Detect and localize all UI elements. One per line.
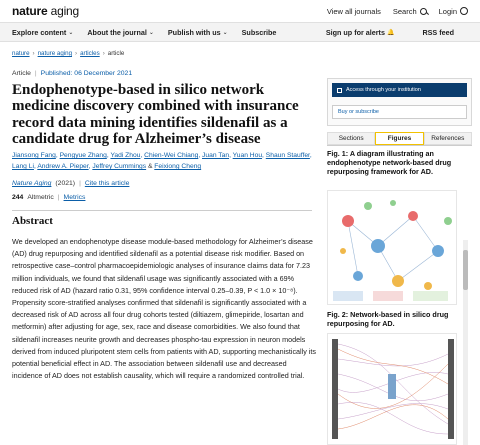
- author-link[interactable]: Pengyue Zhang: [59, 152, 107, 159]
- citation-line: Nature Aging (2021) | Cite this article: [12, 180, 130, 187]
- view-all-journals-link[interactable]: View all journals: [326, 6, 381, 16]
- chevron-down-icon: ⌄: [68, 29, 74, 36]
- altmetric-score: 244: [12, 194, 24, 201]
- search-button[interactable]: Search: [393, 7, 427, 16]
- access-box: [327, 78, 472, 126]
- sidebar-scroll-thumb[interactable]: [463, 250, 468, 290]
- author-link[interactable]: Chien-Wei Chiang: [144, 152, 199, 159]
- abstract-heading: Abstract: [12, 215, 53, 227]
- rss-feed-link[interactable]: RSS feed: [422, 27, 454, 37]
- tab-figures[interactable]: Figures: [375, 132, 423, 145]
- lock-icon: [337, 88, 342, 93]
- cite-article-link[interactable]: Cite this article: [84, 180, 130, 187]
- author-link[interactable]: Feixiong Cheng: [154, 163, 202, 170]
- figure-2-caption[interactable]: Fig. 2: Network-based in silico drug repurposing for AD.: [327, 310, 449, 328]
- metrics-line: 244 Altmetric | Metrics: [12, 194, 86, 201]
- buy-subscribe-button[interactable]: Buy or subscribe: [332, 105, 467, 119]
- chevron-down-icon: ⌄: [222, 29, 228, 36]
- search-icon: [420, 8, 427, 15]
- author-link[interactable]: Jeffrey Cummings: [92, 163, 147, 170]
- nav-about-journal[interactable]: About the journal ⌄: [87, 27, 154, 37]
- author-link[interactable]: Yuan Hou: [232, 152, 263, 159]
- author-link[interactable]: Yadi Zhou: [110, 152, 141, 159]
- publication-year: (2021): [55, 180, 76, 187]
- figure-1-caption[interactable]: Fig. 1: A diagram illustrating an endophenotype network-based drug repurposing framework for AD.: [327, 149, 452, 176]
- metrics-link[interactable]: Metrics: [63, 194, 86, 201]
- author-link[interactable]: Shaun Stauffer: [265, 152, 310, 159]
- author-link[interactable]: Lang Li: [12, 163, 34, 170]
- chevron-down-icon: ⌄: [148, 29, 154, 36]
- abstract-text: We developed an endophenotype disease module-based methodology for Alzheimer’s disease (AD) drug repurposing and identified sildenafil as a potential disease risk modifier. Based on retrospective case–control pharmacoepidemiologic analyses of insurance claims data for 7.23 million individuals, we found that sildenafil usage was significantly associated with a 69% reduced risk of AD (hazard ratio 0.31, 95% confidence interval 0.25–0.39, P < 1.0 × 10⁻⁸). Propensity score-stratified analyses confirmed that sildenafil is significantly associated with a decreased risk of AD across all four drug cohorts tested (diltiazem, glimepiride, losartan and metformin) after adjusting for age, sex, race and disease comorbidities. We also found that sildenafil increases neurite growth and decreases phospho-tau expression in neuron models derived from induced pluripotent stem cells from patients with AD, supporting mechanistically its potential beneficial effect in AD. The association between sildenafil use and decreased incidence of AD does not establish causality, which will require a randomized controlled trial.: [12, 237, 317, 381]
- article-type: Article: [12, 70, 31, 77]
- site-header: [0, 0, 480, 22]
- tab-sections[interactable]: Sections: [327, 132, 375, 145]
- breadcrumb-nature[interactable]: nature: [12, 50, 30, 57]
- author-link[interactable]: Jiansong Fang: [12, 152, 56, 159]
- breadcrumb-articles[interactable]: articles: [80, 50, 100, 57]
- published-date: Published: 06 December 2021: [40, 70, 133, 77]
- tab-references[interactable]: References: [424, 132, 472, 145]
- article-title: Endophenotype-based in silico network medicine discovery combined with insurance record data mining identifies sildenafil as a candidate drug for Alzheimer’s disease: [12, 82, 299, 147]
- journal-logo[interactable]: nature aging: [12, 4, 79, 18]
- journal-link[interactable]: Nature Aging: [12, 180, 52, 187]
- breadcrumb: nature › nature aging › articles › article: [12, 50, 125, 57]
- nav-explore-content[interactable]: Explore content ⌄: [12, 27, 74, 37]
- login-button[interactable]: Login: [439, 7, 468, 16]
- sidebar-tabs: [327, 132, 472, 146]
- author-list: Jiansong Fang, Pengyue Zhang, Yadi Zhou, Chien-Wei Chiang, Juan Tan, Yuan Hou, Shaun Stauffer, Lang Li, Andrew A. Pieper, Jeffrey Cummings & Feixiong Cheng: [12, 152, 312, 170]
- breadcrumb-current: article: [107, 50, 125, 57]
- nav-subscribe[interactable]: Subscribe: [241, 27, 277, 37]
- breadcrumb-nature-aging[interactable]: nature aging: [37, 50, 73, 57]
- sign-up-alerts-link[interactable]: Sign up for alerts 🔔: [325, 27, 395, 37]
- altmetric-label[interactable]: Altmetric: [27, 194, 54, 201]
- article-meta: Article | Published: 06 December 2021: [12, 70, 133, 77]
- author-link[interactable]: Andrew A. Pieper: [37, 163, 89, 170]
- bell-icon: 🔔: [386, 29, 395, 36]
- divider: [12, 210, 312, 211]
- main-nav: [0, 22, 480, 42]
- figure-2-thumbnail[interactable]: [327, 333, 457, 445]
- figure-1-thumbnail[interactable]: [327, 190, 457, 305]
- institution-access-button[interactable]: Access through your institution: [332, 83, 467, 97]
- author-link[interactable]: Juan Tan: [202, 152, 230, 159]
- nav-publish[interactable]: Publish with us ⌄: [167, 27, 228, 37]
- user-icon: [460, 7, 468, 15]
